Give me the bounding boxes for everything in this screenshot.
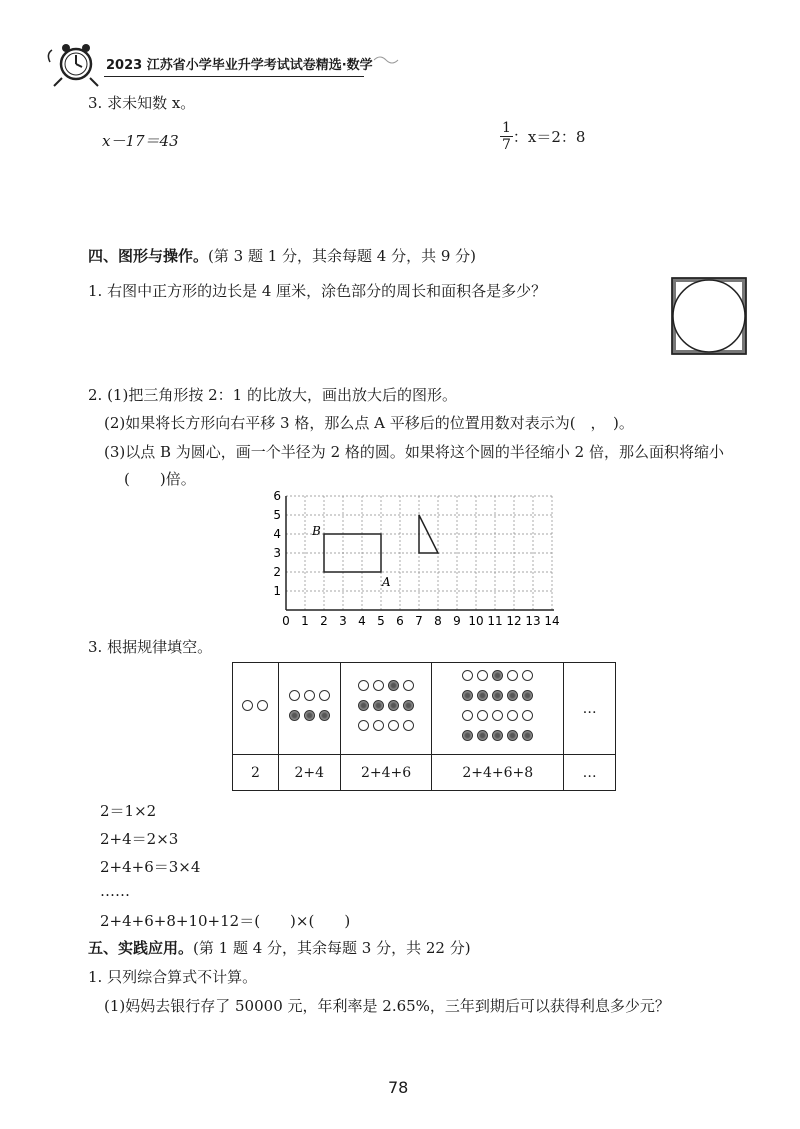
fraction-num: 1 (502, 120, 511, 136)
x-tick-label: 11 (487, 614, 503, 628)
pattern-row-formulas (233, 755, 616, 791)
x-tick-label: 12 (506, 614, 522, 628)
point-b-label: B (312, 524, 321, 538)
s4-q2-3b: ( )倍。 (124, 470, 196, 488)
pattern-line-3: 2+4+6＝3×4 (100, 858, 201, 876)
formula-cell-1: 2 (233, 755, 279, 791)
fraction (500, 120, 513, 153)
s5-q1: 1. 只列综合算式不计算。 (88, 968, 258, 986)
fraction-den: 7 (502, 137, 511, 153)
y-tick-label: 6 (273, 490, 281, 503)
pattern-table (232, 662, 616, 791)
pattern-cell-5: … (564, 663, 616, 755)
y-tick-label: 5 (273, 508, 281, 522)
pattern-cell-2 (278, 663, 340, 755)
header-title-text: 江苏省小学毕业升学考试试卷精选·数学 (146, 58, 373, 73)
s4-q2-3: (3)以点 B 为圆心，画一个半径为 2 格的圆。如果将这个圆的半径缩小 2 倍，那么面积将缩小 (104, 443, 724, 461)
square-circle-figure (670, 276, 748, 356)
formula-cell-2: 2+4 (278, 755, 340, 791)
section5-note: (第 1 题 4 分，其余每题 3 分，共 22 分) (193, 939, 471, 957)
s4-q2-2: (2)如果将长方形向右平移 3 格，那么点 A 平移后的位置用数对表示为( ， )。 (104, 414, 634, 432)
pattern-cell-3 (340, 663, 432, 755)
s4-q2-1: 2. (1)把三角形按 2：1 的比放大，画出放大后的图形。 (88, 386, 457, 404)
x-tick-label: 2 (320, 614, 328, 628)
pattern-cell-1 (233, 663, 279, 755)
section5-title: 五、实践应用。 (88, 939, 194, 957)
q3-label: 3. 求未知数 x。 (88, 94, 196, 112)
header-divider (104, 76, 364, 77)
y-tick-label: 4 (273, 527, 281, 541)
pattern-line-2: 2+4＝2×3 (100, 830, 179, 848)
x-tick-label: 8 (434, 614, 442, 628)
section5-heading (88, 937, 471, 958)
formula-cell-5: … (564, 755, 616, 791)
x-tick-label: 3 (339, 614, 347, 628)
page-number: 78 (388, 1078, 409, 1097)
section4-heading (88, 245, 476, 266)
y-tick-label: 1 (273, 584, 281, 598)
x-tick-label: 1 (301, 614, 309, 628)
pattern-line-4: …… (100, 882, 130, 900)
x-tick-label: 5 (377, 614, 385, 628)
s4-q3: 3. 根据规律填空。 (88, 638, 213, 656)
s5-q1-1: (1)妈妈去银行存了 50000 元，年利率是 2.65%，三年到期后可以获得利息多少元？ (104, 997, 670, 1015)
section4-note: (第 3 题 1 分，其余每题 4 分，共 9 分) (208, 247, 477, 265)
equation-1: x－17＝43 (102, 132, 179, 150)
y-tick-labels (273, 490, 281, 598)
rectangle-shape (324, 534, 381, 572)
s4-q1: 1. 右图中正方形的边长是 4 厘米，涂色部分的周长和面积各是多少？ (88, 282, 547, 300)
formula-cell-3: 2+4+6 (340, 755, 432, 791)
pattern-line-1: 2＝1×2 (100, 802, 157, 820)
y-tick-label: 3 (273, 546, 281, 560)
coordinate-grid (268, 490, 568, 630)
x-tick-labels (282, 614, 559, 628)
x-tick-label: 6 (396, 614, 404, 628)
x-tick-label: 13 (525, 614, 541, 628)
header-title (106, 54, 373, 73)
pattern-line-5: 2+4+6+8+10+12＝( )×( ) (100, 912, 351, 930)
x-tick-label: 10 (468, 614, 484, 628)
equation-2 (500, 120, 585, 153)
pattern-row-dots (233, 663, 616, 755)
x-tick-label: 7 (415, 614, 423, 628)
header-year: 2023 (106, 58, 143, 73)
x-tick-label: 0 (282, 614, 290, 628)
equation-2-rest: ：x＝2：8 (512, 128, 586, 146)
formula-cell-4: 2+4+6+8 (432, 755, 564, 791)
x-tick-label: 14 (544, 614, 560, 628)
x-tick-label: 9 (453, 614, 461, 628)
section4-title: 四、图形与操作。 (88, 247, 209, 265)
point-a-label: A (382, 575, 391, 589)
x-tick-label: 4 (358, 614, 366, 628)
y-tick-label: 2 (273, 565, 281, 579)
pattern-cell-4 (432, 663, 564, 755)
